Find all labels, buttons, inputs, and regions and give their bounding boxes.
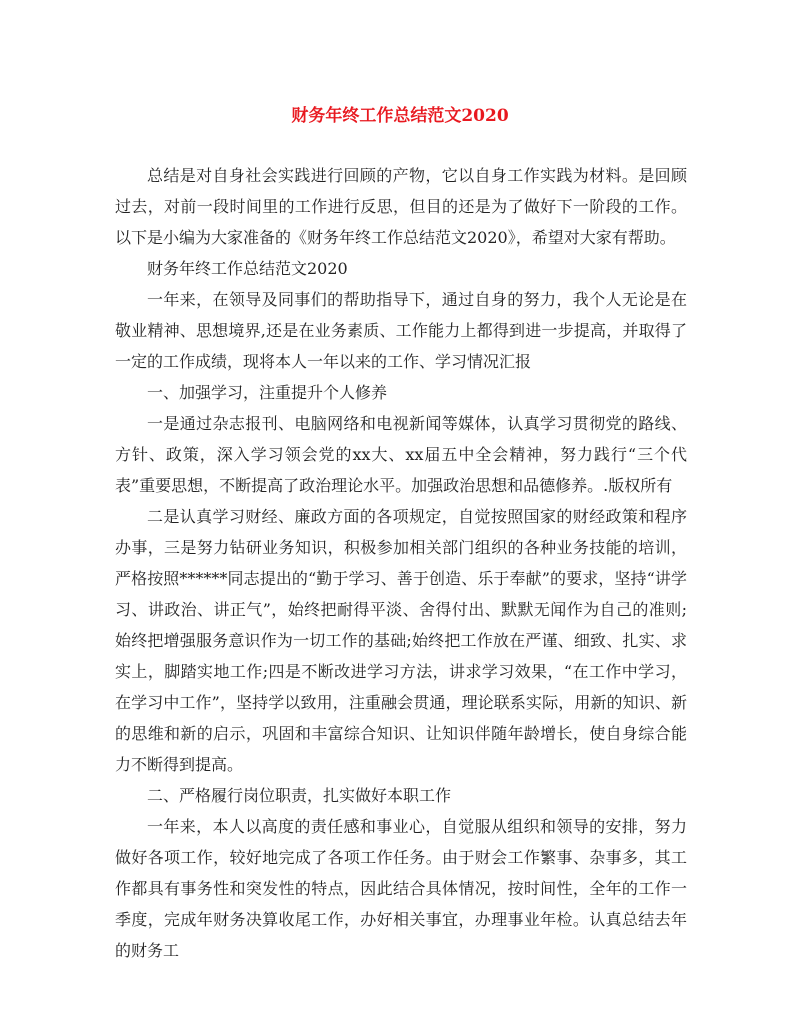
paragraph-intro: 总结是对自身社会实践进行回顾的产物，它以自身工作实践为材料。是回顾过去，对前一段时间里的工作进行反思，但目的还是为了做好下一阶段的工作。以下是小编为大家准备的《财务年终工作总结范文2020》，希望对大家有帮助。 bbox=[115, 166, 687, 247]
document-title: 财务年终工作总结范文2020 bbox=[291, 106, 509, 126]
paragraph-subtitle: 财务年终工作总结范文2020 bbox=[147, 259, 348, 278]
document-body bbox=[115, 160, 687, 966]
paragraph-duties: 一年来，本人以高度的责任感和事业心，自觉服从组织和领导的安排，努力做好各项工作，较好地完成了各项工作任务。由于财会工作繁事、杂事多，其工作都具有事务性和突发性的特点，因此结合具体情况，按时间性，全年的工作一季度，完成年财务决算收尾工作，办好相关事宜，办理事业年检。认真总结去年的财务工 bbox=[115, 817, 687, 960]
paragraph-study-1: 一是通过杂志报刊、电脑网络和电视新闻等媒体，认真学习贯彻党的路线、方针、政策，深入学习领会党的xx大、xx届五中全会精神，努力践行“三个代表”重要思想，不断提高了政治理论水平。加强政治思想和品德修养。.版权所有 bbox=[115, 414, 687, 495]
paragraph-study-2: 二是认真学习财经、廉政方面的各项规定，自觉按照国家的财经政策和程序办事，三是努力钻研业务知识，积极参加相关部门组织的各种业务技能的培训，严格按照******同志提出的“勤于学习、善于创造、乐于奉献”的要求，坚持“讲学习、讲政治、讲正气”，始终把耐得平淡、舍得付出、默默无闻作为自己的准则;始终把增强服务意识作为一切工作的基础;始终把工作放在严谨、细致、扎实、求实上，脚踏实地工作;四是不断改进学习方法，讲求学习效果，“在工作中学习，在学习中工作”，坚持学以致用，注重融会贯通，理论联系实际，用新的知识、新的思维和新的启示，巩固和丰富综合知识、让知识伴随年龄增长，使自身综合能力不断得到提高。 bbox=[115, 507, 687, 774]
section-heading-1: 一、加强学习，注重提升个人修养 bbox=[147, 383, 388, 402]
section-heading-2: 二、严格履行岗位职责，扎实做好本职工作 bbox=[147, 786, 452, 805]
paragraph-overview: 一年来，在领导及同事们的帮助指导下，通过自身的努力，我个人无论是在敬业精神、思想境界,还是在业务素质、工作能力上都得到进一步提高，并取得了一定的工作成绩，现将本人一年以来的工作、学习情况汇报 bbox=[115, 290, 687, 371]
